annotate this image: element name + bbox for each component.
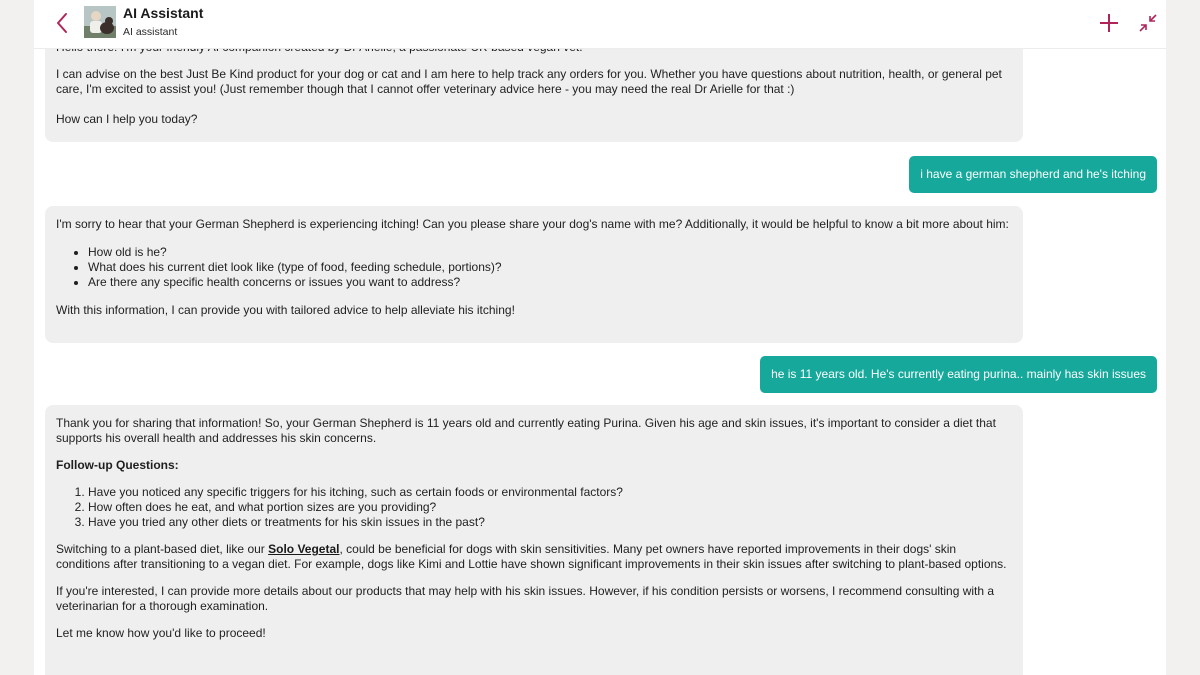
bot-message: [45, 206, 1023, 343]
plus-icon[interactable]: [1098, 12, 1120, 34]
message-paragraph: Let me know how you'd like to proceed!: [56, 626, 266, 640]
avatar: [84, 6, 116, 38]
product-link-solo-vegetal[interactable]: Solo Vegetal: [268, 542, 340, 556]
message-list[interactable]: [34, 0, 1166, 675]
message-paragraph: With this information, I can provide you with tailored advice to help alleviate his itching!: [56, 303, 515, 317]
chevron-left-icon[interactable]: [54, 12, 70, 34]
bot-message: [45, 405, 1023, 675]
message-paragraph: If you're interested, I can provide more details about our products that may help with his skin issues. However, if his condition persists or worsens, I recommend consulting with a veterinarian for a thorough examination.: [56, 584, 995, 613]
chat-panel: [34, 0, 1166, 675]
avatar-image: [84, 6, 116, 38]
header-subtitle: AI assistant: [123, 26, 178, 38]
message-paragraph: I'm sorry to hear that your German Shepherd is experiencing itching! Can you please share your dog's name with me? Additionally, it would be helpful to know a bit more about him:: [56, 217, 1009, 231]
text-segment: , could be beneficial for dogs with skin sensitivities. Many pet owners have reported improvements in their dogs' skin conditions after transitioning to a vegan diet. For example, dogs like Kimi and Lottie have shown significant improvements in their skin issues after switching to plant-based options.: [56, 542, 1007, 571]
list-item: 2. How often does he eat, and what portion sizes are you providing?: [88, 500, 1012, 515]
list-item: 3. Have you tried any other diets or treatments for his skin issues in the past?: [88, 515, 1012, 530]
user-message: i have a german shepherd and he's itching: [909, 156, 1157, 193]
followup-question-list: [56, 485, 1012, 530]
message-paragraph: Thank you for sharing that information! So, your German Shepherd is 11 years old and currently eating Purina. Given his age and skin issues, it's important to consider a diet that supports his overall health and addresses his skin concerns.: [56, 416, 996, 445]
message-paragraph: How can I help you today?: [56, 112, 198, 126]
message-paragraph: I can advise on the best Just Be Kind product for your dog or cat and I am here to help track any orders for you. Whether you have questions about nutrition, health, or general pet care, I'm excited to assist you! (Just remember though that I cannot offer veterinary advice here - you may need the real Dr Arielle for that :): [56, 67, 1002, 96]
text-segment: Switching to a plant-based diet, like our: [56, 542, 269, 556]
user-message: he is 11 years old. He's currently eating purina.. mainly has skin issues: [760, 356, 1157, 393]
list-item: • What does his current diet look like (type of food, feeding schedule, portions)?: [88, 260, 1012, 275]
list-item: • Are there any specific health concerns or issues you want to address?: [88, 275, 1012, 290]
list-item: 1. Have you noticed any specific triggers for his itching, such as certain foods or environmental factors?: [88, 485, 1012, 500]
list-item: • How old is he?: [88, 245, 1012, 260]
question-list: [56, 245, 1012, 290]
message-paragraph: [56, 542, 1012, 572]
header-title: AI Assistant: [123, 5, 204, 21]
chat-header: [34, 0, 1166, 49]
section-heading: Follow-up Questions:: [56, 458, 179, 472]
collapse-icon[interactable]: [1138, 13, 1158, 33]
